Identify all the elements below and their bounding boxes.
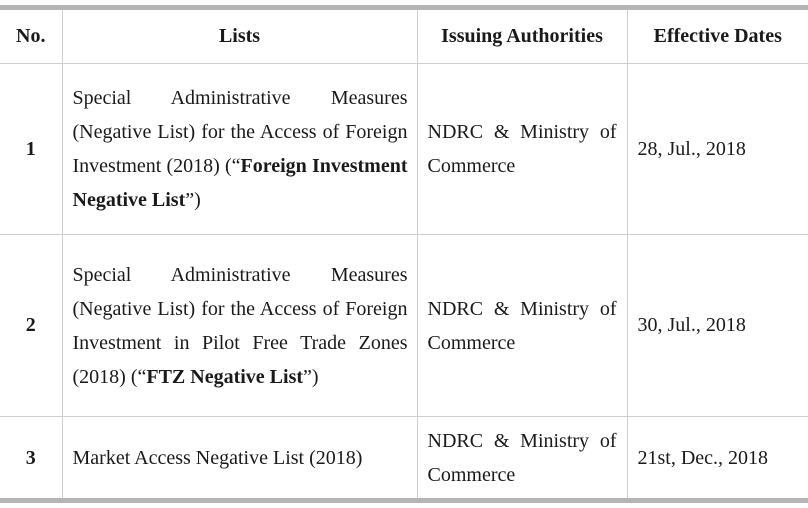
- effective-date: 28, Jul., 2018: [627, 64, 808, 235]
- negative-lists-table: [0, 10, 808, 499]
- header-lists: Lists: [62, 10, 417, 64]
- list-short-name: Foreign Investment Negative List: [72, 155, 408, 211]
- issuing-authority: NDRC & Ministry of Commerce: [417, 64, 627, 235]
- table-header-row: [0, 10, 808, 64]
- header-no: No.: [0, 10, 62, 64]
- table-bottom-rule: [0, 498, 808, 503]
- table-row: [0, 235, 808, 417]
- list-name-suffix: ”): [303, 365, 319, 388]
- list-name-text: Market Access Negative List (2018): [72, 447, 363, 469]
- row-number: 2: [0, 235, 62, 417]
- table-row: [0, 64, 808, 235]
- issuing-authority: NDRC & Ministry of Commerce: [417, 235, 627, 417]
- list-name-text: Special Administrative Measures (Negative List) for the Access of Foreign Investment in Pilot Free Trade Zones (2018) (“: [72, 263, 408, 388]
- table-row: [0, 417, 808, 500]
- header-effective-dates: Effective Dates: [627, 10, 808, 64]
- effective-date: 30, Jul., 2018: [627, 235, 808, 417]
- list-name-cell: [62, 417, 417, 500]
- row-number: 3: [0, 417, 62, 500]
- issuing-authority: NDRC & Ministry of Commerce: [417, 417, 627, 500]
- list-name-text: Special Administrative Measures (Negative List) for the Access of Foreign Investment (2018) (“: [72, 87, 408, 177]
- row-number: 1: [0, 64, 62, 235]
- list-name-cell: [62, 64, 417, 235]
- effective-date: 21st, Dec., 2018: [627, 417, 808, 500]
- list-name-cell: [62, 235, 417, 417]
- list-short-name: FTZ Negative List: [146, 365, 304, 388]
- header-issuing-authorities: Issuing Authorities: [417, 10, 627, 64]
- list-name-suffix: ”): [185, 189, 201, 211]
